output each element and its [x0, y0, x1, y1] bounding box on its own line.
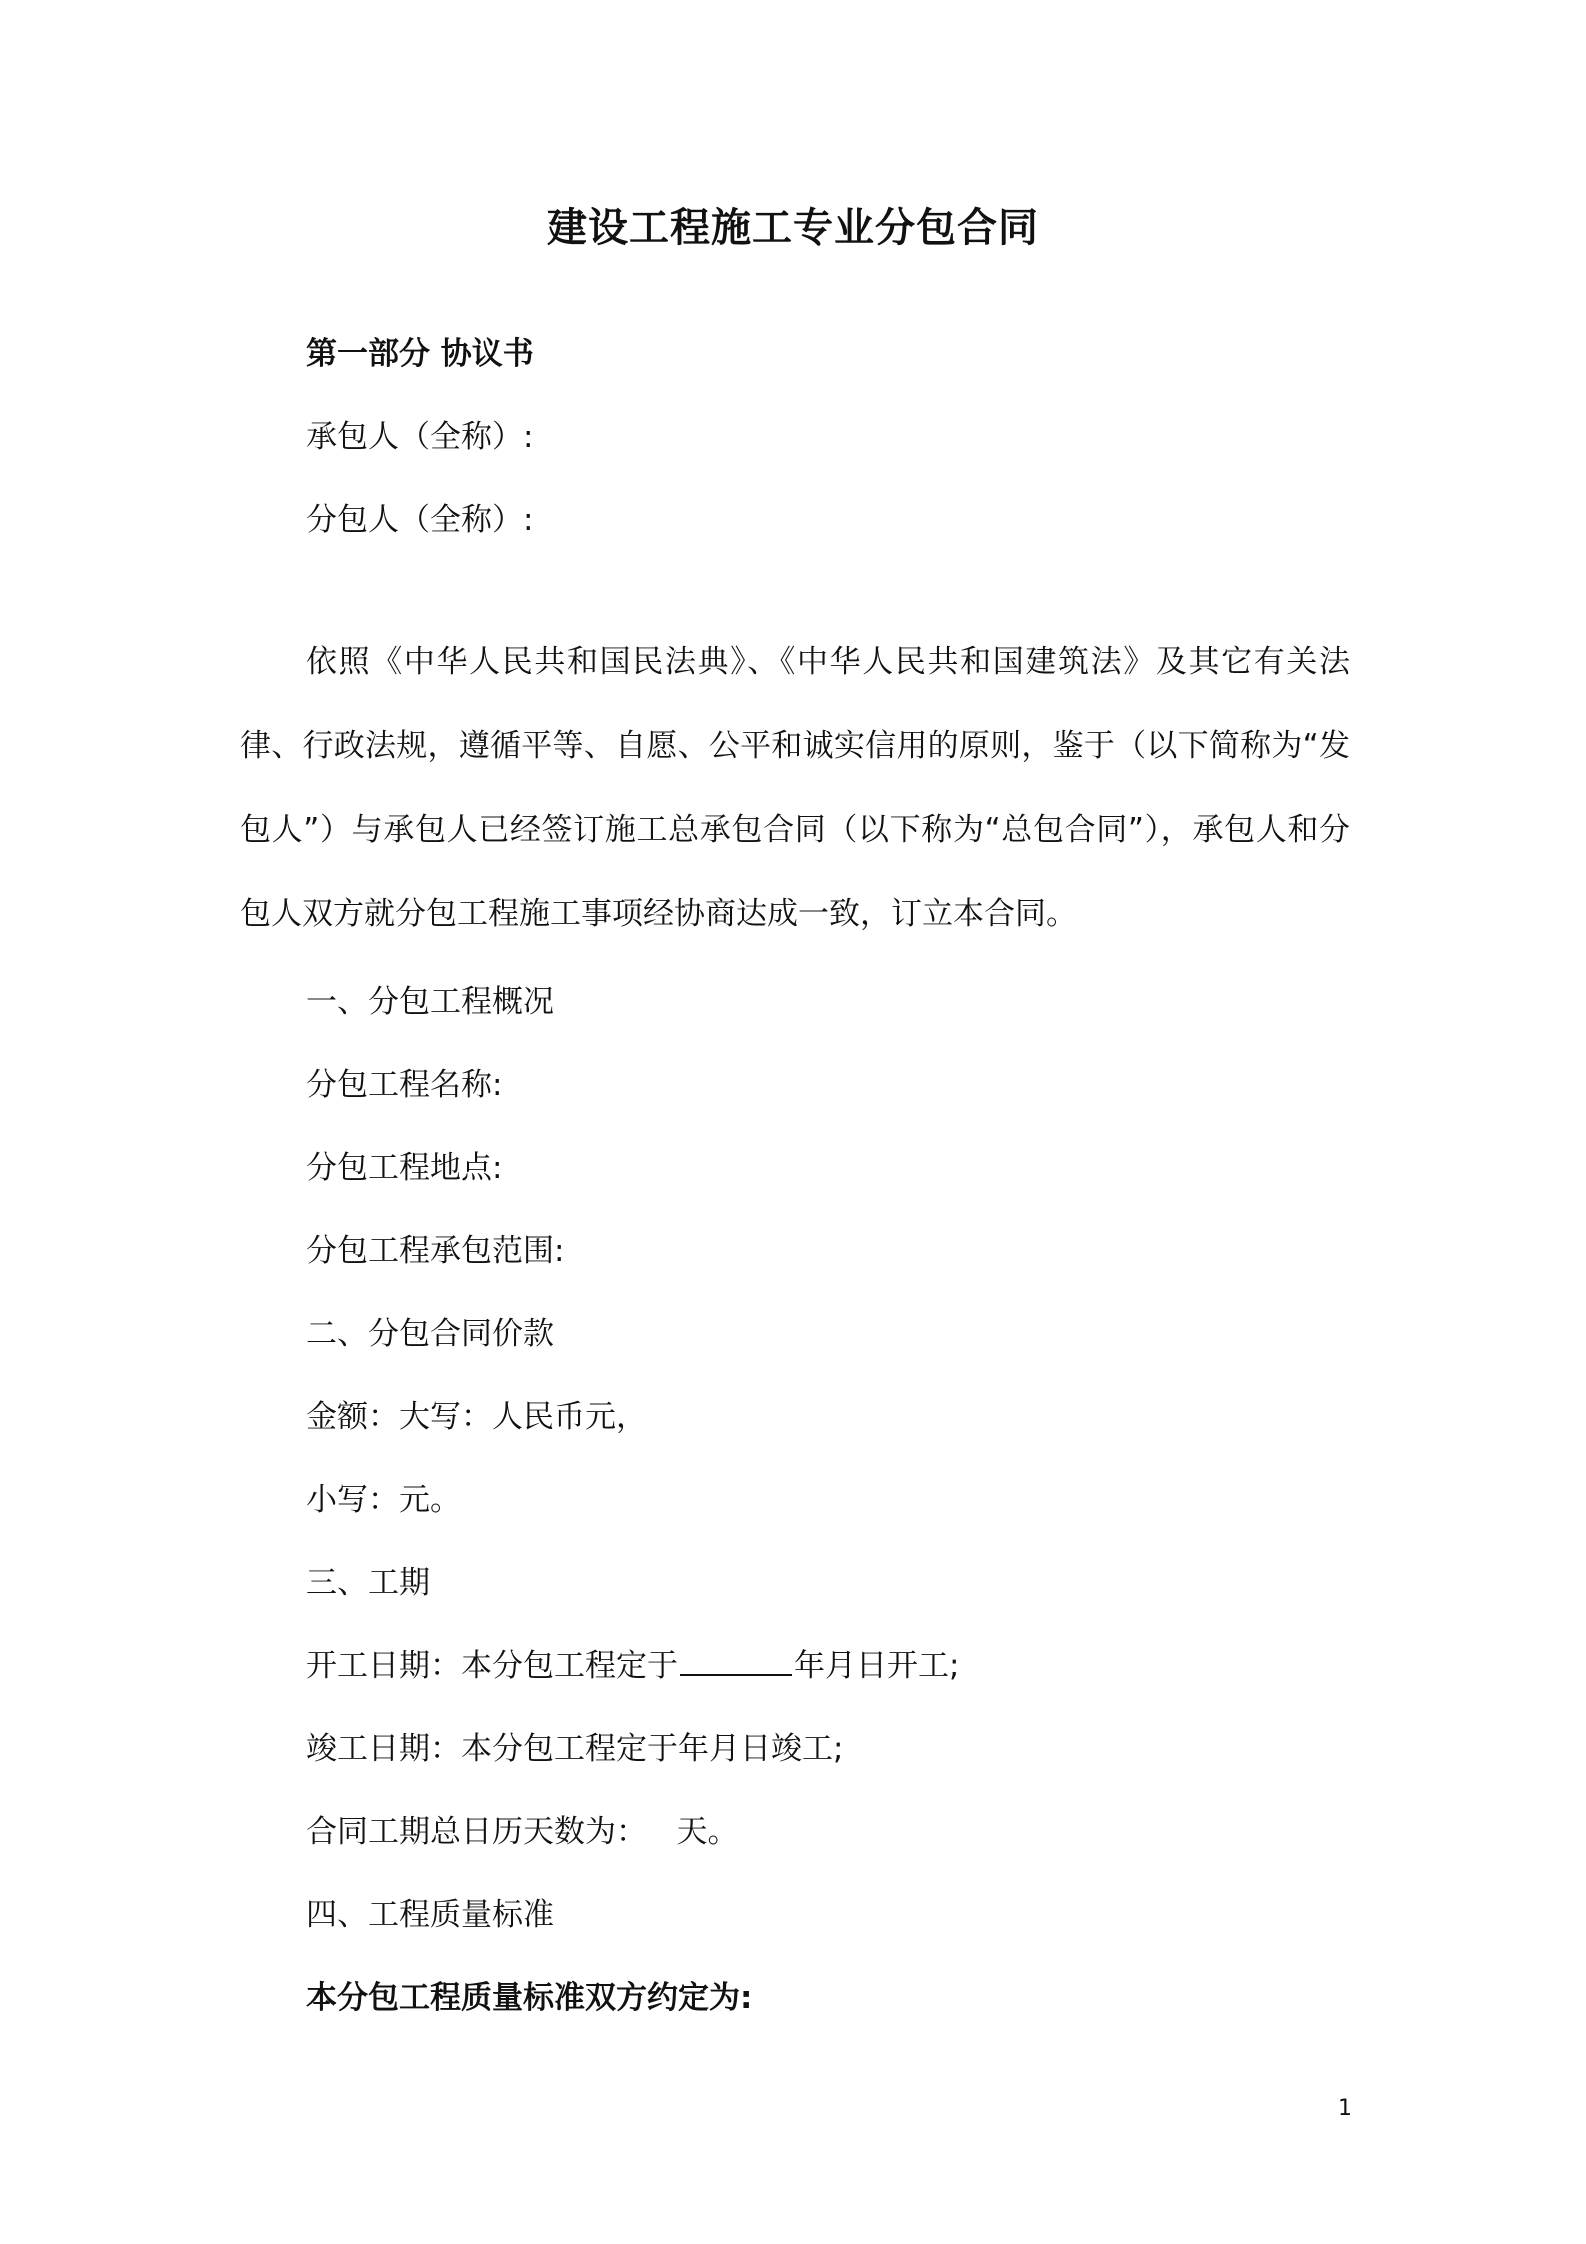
quality-standard-line: 本分包工程质量标准双方约定为:: [306, 1980, 753, 2016]
start-date-suffix: 年月日开工;: [794, 1648, 960, 1684]
contractor-label: 承包人（全称）:: [306, 419, 534, 455]
subcontractor-label: 分包人（全称）:: [306, 502, 534, 538]
part-heading: 第一部分 协议书: [306, 336, 534, 372]
start-date-prefix: 开工日期：本分包工程定于: [306, 1648, 678, 1684]
section3-heading: 三、工期: [306, 1565, 430, 1601]
section4-heading: 四、工程质量标准: [306, 1897, 554, 1933]
completion-date-line: 竣工日期：本分包工程定于年月日竣工;: [306, 1731, 844, 1767]
subcontract-scope-label: 分包工程承包范围:: [306, 1233, 565, 1269]
subcontract-location-label: 分包工程地点:: [306, 1150, 503, 1186]
subcontract-name-label: 分包工程名称:: [306, 1067, 503, 1103]
amount-lower: 小写：元。: [306, 1482, 461, 1518]
intro-paragraph: 依照《中华人民共和国民法典》、《中华人民共和国建筑法》及其它有关法律、行政法规，遵循平等、自愿、公平和诚实信用的原则，鉴于（以下简称为“发包人”）与承包人已经签订施工总承包合同（以下称为“总包合同”），承包人和分包人双方就分包工程施工事项经协商达成一致，订立本合同。: [240, 644, 1350, 932]
start-date-blank: [680, 1644, 792, 1676]
section1-heading: 一、分包工程概况: [306, 984, 554, 1020]
page-number: 1: [1338, 2096, 1352, 2121]
total-days-line: 合同工期总日历天数为： 天。: [306, 1814, 739, 1850]
amount-upper: 金额：大写：人民币元，: [306, 1399, 647, 1435]
section2-heading: 二、分包合同价款: [306, 1316, 554, 1352]
start-date-line: [306, 1644, 959, 1688]
document-title: 建设工程施工专业分包合同: [547, 205, 1039, 251]
